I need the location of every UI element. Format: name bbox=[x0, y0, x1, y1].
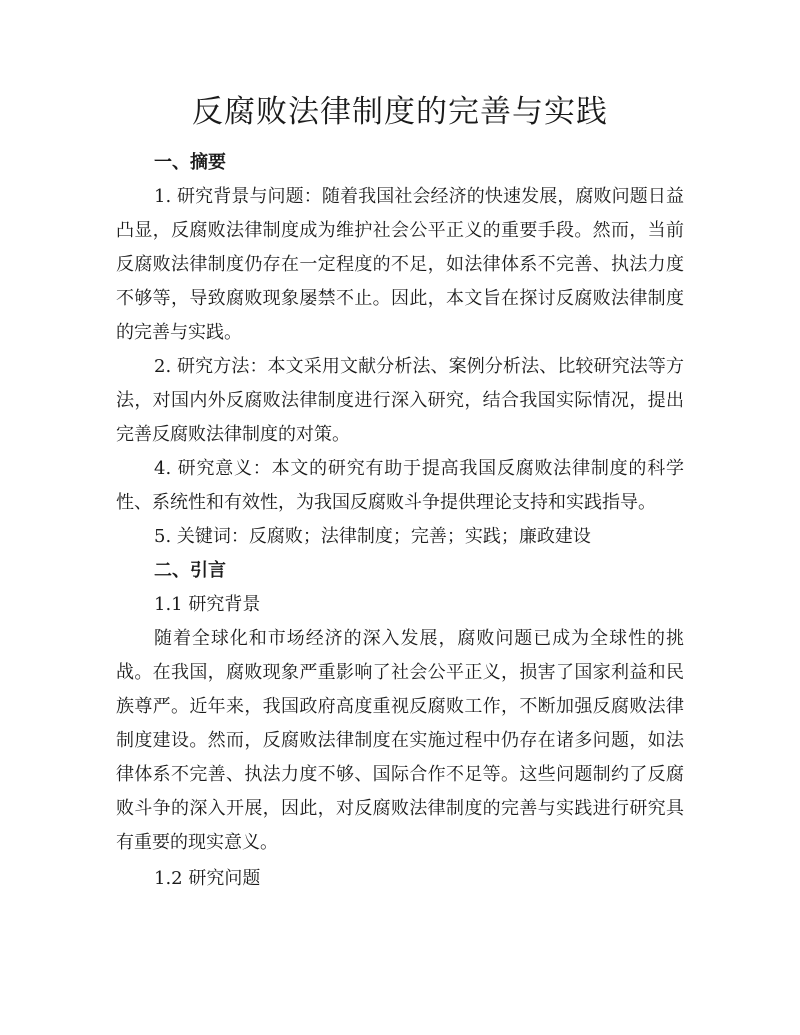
section-heading-abstract: 一、摘要 bbox=[154, 152, 226, 173]
document-title: 反腐败法律制度的完善与实践 bbox=[192, 94, 608, 130]
abstract-paragraph-keywords: 5. 关键词：反腐败；法律制度；完善；实践；廉政建设 bbox=[154, 526, 591, 547]
introduction-paragraph-background: 随着全球化和市场经济的深入发展，腐败问题已成为全球性的挑战。在我国，腐败现象严重影响了社会公平正义，损害了国家利益和民族尊严。近年来，我国政府高度重视反腐败工作，不断加强反腐败法律制度建设。然而，反腐败法律制度在实施过程中仍存在诸多问题，如法律体系不完善、执法力度不够、国际合作不足等。这些问题制约了反腐败斗争的深入开展，因此，对反腐败法律制度的完善与实践进行研究具有重要的现实意义。 bbox=[116, 628, 684, 853]
abstract-paragraph-methods: 2. 研究方法：本文采用文献分析法、案例分析法、比较研究法等方法，对国内外反腐败法律制度进行深入研究，结合我国实际情况，提出完善反腐败法律制度的对策。 bbox=[116, 356, 684, 445]
abstract-paragraph-background: 1. 研究背景与问题：随着我国社会经济的快速发展，腐败问题日益凸显，反腐败法律制度成为维护社会公平正义的重要手段。然而，当前反腐败法律制度仍存在一定程度的不足，如法律体系不完善、执法力度不够等，导致腐败现象屡禁不止。因此，本文旨在探讨反腐败法律制度的完善与实践。 bbox=[116, 186, 684, 343]
subsection-heading-background: 1.1 研究背景 bbox=[154, 594, 261, 615]
section-heading-introduction: 二、引言 bbox=[154, 560, 226, 581]
document-body bbox=[116, 146, 684, 896]
abstract-paragraph-significance: 4. 研究意义：本文的研究有助于提高我国反腐败法律制度的科学性、系统性和有效性，为我国反腐败斗争提供理论支持和实践指导。 bbox=[116, 458, 684, 513]
subsection-heading-research-questions: 1.2 研究问题 bbox=[154, 868, 261, 889]
